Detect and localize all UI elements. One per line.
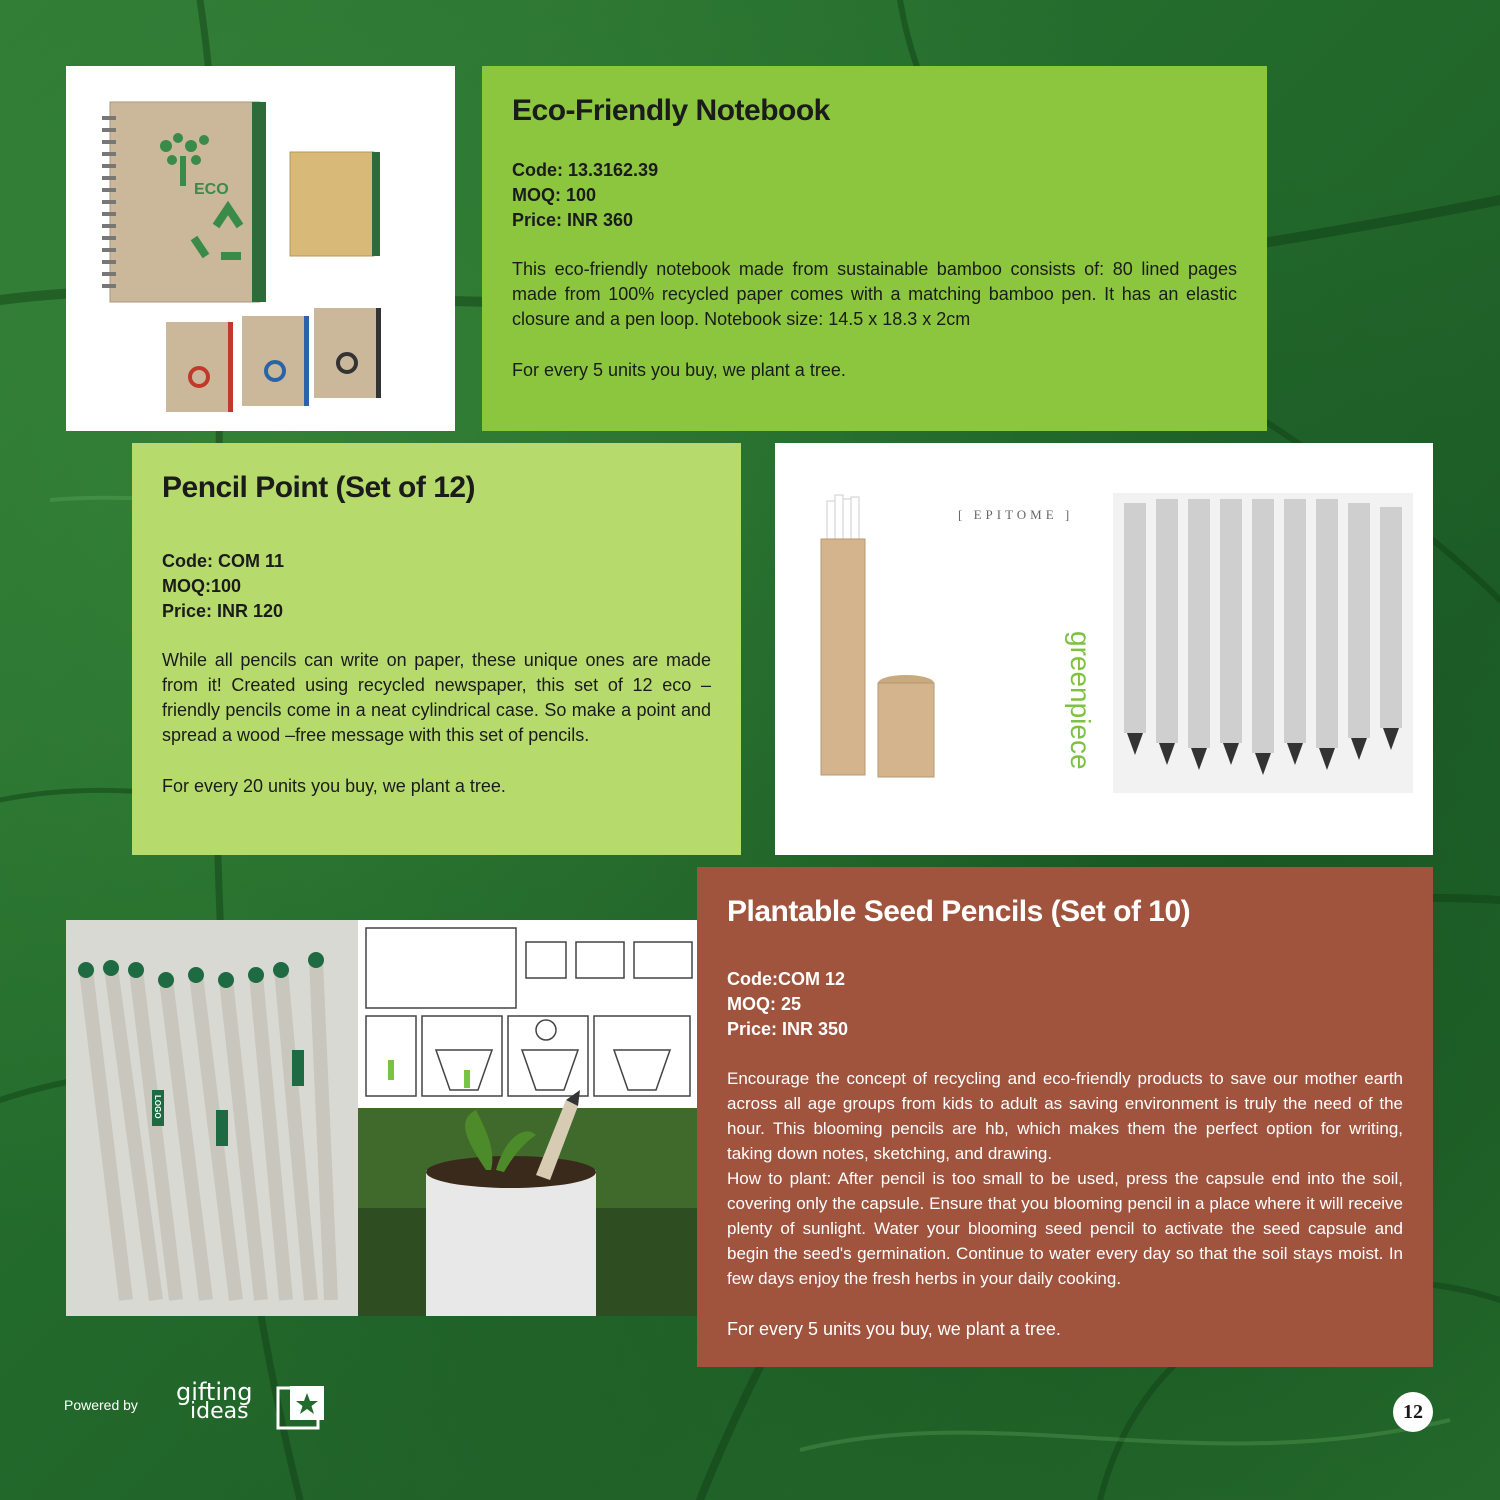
product-code: Code: COM 11 (162, 551, 285, 571)
product-price: Price: INR 360 (512, 210, 634, 230)
tree-note: For every 5 units you buy, we plant a tree. (727, 1319, 1061, 1339)
product-card-seed-pencils (697, 867, 1433, 1367)
greenpiece-brand: greenpiece (1065, 631, 1096, 770)
pencil-point-illustration (775, 443, 1433, 855)
tree-note: For every 20 units you buy, we plant a tree. (162, 776, 506, 796)
product-description: Encourage the concept of recycling and eco-friendly products to save our mother earth across all age groups from kids to adult as saving environment is truly the need of the hour. This blooming pencils are hb, which makes them the perfect option for writing, taking down notes, sketching, and drawing. (727, 1069, 1403, 1163)
powered-by-label: Powered by (64, 1397, 138, 1413)
product-card-eco-notebook (482, 66, 1267, 431)
product-code: Code:COM 12 (727, 969, 846, 989)
seed-pencils-illustration (66, 920, 697, 1316)
product-title: Pencil Point (Set of 12) (162, 471, 476, 504)
eco-logo-text: ECO (194, 181, 229, 198)
seed-pencils-image (66, 920, 697, 1316)
logo-line2: ideas (190, 1399, 249, 1424)
product-price: Price: INR 120 (162, 601, 284, 621)
notebook-image (66, 66, 455, 431)
tree-note: For every 5 units you buy, we plant a tree. (512, 360, 846, 380)
gifting-ideas-logo (176, 1378, 253, 1424)
pencil-logo-label: LOGO (153, 1095, 162, 1119)
product-moq: MOQ:100 (162, 576, 242, 596)
pencil-point-image (775, 443, 1433, 855)
product-title: Plantable Seed Pencils (Set of 10) (727, 895, 1191, 928)
product-meta (512, 158, 1237, 233)
product-code: Code: 13.3162.39 (512, 160, 659, 180)
how-to-plant: How to plant: After pencil is too small to be used, press the capsule end into the soil, covering only the capsule. Ensure that you blooming pencil in a place where it will receive plenty of sunlight. Water your blooming seed pencil to activate the seed capsule and begin the seed's germination. Continue to water every day so that the soil stays moist. In few days enjoy the fresh herbs in your daily cooking. (727, 1169, 1403, 1288)
product-card-pencil-point (132, 443, 741, 855)
epitome-brand: [ EPITOME ] (958, 507, 1074, 522)
product-title: Eco-Friendly Notebook (512, 94, 830, 127)
product-moq: MOQ: 25 (727, 994, 802, 1014)
product-moq: MOQ: 100 (512, 185, 597, 205)
product-price: Price: INR 350 (727, 1019, 849, 1039)
logo-line1: gifting (176, 1378, 253, 1406)
product-meta (162, 549, 711, 624)
star-box-icon (276, 1384, 328, 1432)
product-description: While all pencils can write on paper, these unique ones are made from it! Created using recycled newspaper, this set of 12 eco –friendly pencils come in a neat cylindrical case. So make a point and spread a wood –free message with this set of pencils. (162, 650, 711, 745)
product-meta (727, 967, 1403, 1042)
product-description: This eco-friendly notebook made from sustainable bamboo consists of: 80 lined pages made from 100% recycled paper comes with a matching bamboo pen. It has an elastic closure and a pen loop. Notebook size: 14.5 x 18.3 x 2cm (512, 259, 1237, 329)
page-number: 12 (1393, 1392, 1433, 1432)
notebook-illustration (66, 66, 455, 431)
